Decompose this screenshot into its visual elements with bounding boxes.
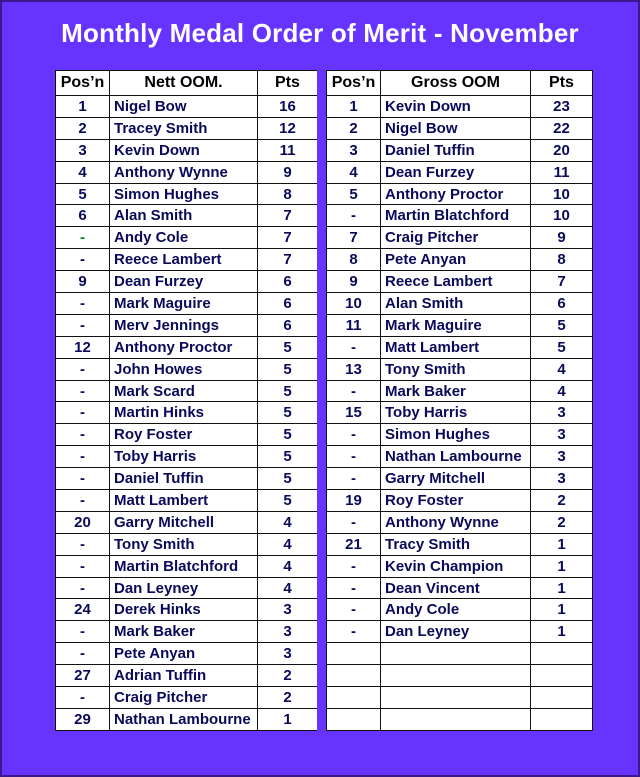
gross-cell-name: Mark Baker [381, 380, 531, 402]
nett-cell-name: Andy Cole [110, 227, 258, 249]
nett-cell-pts: 5 [258, 358, 318, 380]
gross-header-pos: Pos’n [327, 71, 381, 96]
gross-cell-pts: 4 [531, 380, 593, 402]
nett-cell-pts: 5 [258, 424, 318, 446]
nett-table-row [56, 665, 318, 687]
gross-cell-name [381, 708, 531, 730]
gross-cell-pos: 10 [327, 293, 381, 315]
gross-cell-pos: - [327, 621, 381, 643]
gross-cell-name: Mark Maguire [381, 314, 531, 336]
gross-cell-name: Dean Furzey [381, 161, 531, 183]
nett-cell-name: Martin Hinks [110, 402, 258, 424]
nett-cell-name: Tony Smith [110, 533, 258, 555]
nett-table-row [56, 708, 318, 730]
nett-cell-pos: - [56, 687, 110, 709]
gross-cell-pos: - [327, 577, 381, 599]
nett-table-row [56, 314, 318, 336]
gross-cell-name: Matt Lambert [381, 336, 531, 358]
gross-cell-pos: - [327, 446, 381, 468]
gross-table-row [327, 161, 593, 183]
gross-cell-pos: 1 [327, 96, 381, 118]
gross-cell-pos: - [327, 205, 381, 227]
gross-cell-pts: 1 [531, 577, 593, 599]
gross-table-row [327, 533, 593, 555]
gross-table-row [327, 665, 593, 687]
nett-cell-pts: 16 [258, 96, 318, 118]
gross-cell-name: Toby Harris [381, 402, 531, 424]
nett-cell-pts: 3 [258, 599, 318, 621]
nett-cell-pos: 12 [56, 336, 110, 358]
nett-cell-pos: - [56, 424, 110, 446]
nett-table-row [56, 139, 318, 161]
gross-cell-pos: - [327, 380, 381, 402]
gross-header-name: Gross OOM [381, 71, 531, 96]
gross-table-row [327, 336, 593, 358]
nett-cell-name: Reece Lambert [110, 249, 258, 271]
nett-cell-pts: 4 [258, 511, 318, 533]
gross-cell-pos: 4 [327, 161, 381, 183]
nett-cell-pos: - [56, 380, 110, 402]
nett-table-row [56, 511, 318, 533]
nett-oom-table [55, 70, 318, 731]
gross-cell-name: Anthony Wynne [381, 511, 531, 533]
nett-cell-pts: 5 [258, 336, 318, 358]
nett-cell-name: Craig Pitcher [110, 687, 258, 709]
gross-cell-name: Simon Hughes [381, 424, 531, 446]
gross-cell-pos [327, 665, 381, 687]
gross-cell-pts [531, 687, 593, 709]
gross-cell-name [381, 687, 531, 709]
nett-cell-pos: - [56, 446, 110, 468]
gross-cell-pos: - [327, 511, 381, 533]
gross-cell-name: Alan Smith [381, 293, 531, 315]
gross-cell-pos: 2 [327, 117, 381, 139]
gross-cell-pos: 9 [327, 271, 381, 293]
nett-cell-pts: 5 [258, 490, 318, 512]
nett-cell-pts: 4 [258, 533, 318, 555]
nett-table-row [56, 424, 318, 446]
gross-table-row [327, 139, 593, 161]
nett-cell-name: John Howes [110, 358, 258, 380]
gross-cell-pos: 8 [327, 249, 381, 271]
gross-cell-pts: 6 [531, 293, 593, 315]
gross-cell-pts: 23 [531, 96, 593, 118]
gross-cell-name: Kevin Champion [381, 555, 531, 577]
nett-header-pts: Pts [258, 71, 318, 96]
gross-table-row [327, 96, 593, 118]
nett-table-row [56, 336, 318, 358]
gross-table-row [327, 555, 593, 577]
nett-cell-pts: 3 [258, 621, 318, 643]
nett-cell-pts: 7 [258, 205, 318, 227]
nett-cell-pos: - [56, 358, 110, 380]
gross-oom-table [326, 70, 593, 731]
nett-cell-name: Derek Hinks [110, 599, 258, 621]
gross-cell-pos: 19 [327, 490, 381, 512]
gross-cell-pos: - [327, 336, 381, 358]
gross-cell-name: Garry Mitchell [381, 468, 531, 490]
nett-cell-pts: 11 [258, 139, 318, 161]
nett-cell-pos: - [56, 314, 110, 336]
gross-cell-pos [327, 708, 381, 730]
gross-cell-name: Nigel Bow [381, 117, 531, 139]
gross-cell-pos: - [327, 599, 381, 621]
gross-table-row [327, 446, 593, 468]
gross-cell-name: Nathan Lambourne [381, 446, 531, 468]
gross-table-row [327, 183, 593, 205]
gross-cell-pos: 13 [327, 358, 381, 380]
nett-cell-pos: 20 [56, 511, 110, 533]
gross-cell-name: Dan Leyney [381, 621, 531, 643]
gross-cell-pts: 2 [531, 511, 593, 533]
nett-table-row [56, 643, 318, 665]
gross-table-row [327, 599, 593, 621]
nett-cell-name: Roy Foster [110, 424, 258, 446]
nett-cell-pos: - [56, 643, 110, 665]
gross-cell-pts: 10 [531, 205, 593, 227]
gross-cell-name: Roy Foster [381, 490, 531, 512]
gross-table-row [327, 117, 593, 139]
nett-table-row [56, 577, 318, 599]
gross-cell-pos: - [327, 555, 381, 577]
gross-cell-pts: 3 [531, 468, 593, 490]
gross-table-row [327, 249, 593, 271]
nett-cell-pos: - [56, 621, 110, 643]
nett-cell-name: Toby Harris [110, 446, 258, 468]
gross-cell-pts: 1 [531, 621, 593, 643]
nett-cell-pts: 6 [258, 314, 318, 336]
nett-table-row [56, 687, 318, 709]
gross-cell-name: Dean Vincent [381, 577, 531, 599]
nett-table-row [56, 96, 318, 118]
gross-cell-name: Reece Lambert [381, 271, 531, 293]
gross-cell-name [381, 665, 531, 687]
nett-cell-pts: 4 [258, 555, 318, 577]
nett-cell-pts: 4 [258, 577, 318, 599]
nett-cell-name: Alan Smith [110, 205, 258, 227]
gross-cell-name: Anthony Proctor [381, 183, 531, 205]
nett-table-row [56, 490, 318, 512]
nett-cell-pts: 2 [258, 687, 318, 709]
nett-cell-pts: 8 [258, 183, 318, 205]
nett-cell-pos: - [56, 577, 110, 599]
nett-cell-pos: 24 [56, 599, 110, 621]
nett-cell-pts: 5 [258, 402, 318, 424]
nett-table-row [56, 446, 318, 468]
gross-cell-pos [327, 643, 381, 665]
gross-cell-pts: 8 [531, 249, 593, 271]
nett-header-name: Nett OOM. [110, 71, 258, 96]
gross-cell-pts: 3 [531, 402, 593, 424]
gross-cell-pts: 5 [531, 314, 593, 336]
gross-cell-pos: 7 [327, 227, 381, 249]
nett-cell-pts: 12 [258, 117, 318, 139]
nett-cell-name: Adrian Tuffin [110, 665, 258, 687]
nett-cell-pos: 4 [56, 161, 110, 183]
nett-cell-name: Anthony Wynne [110, 161, 258, 183]
nett-cell-pts: 6 [258, 271, 318, 293]
page-title: Monthly Medal Order of Merit - November [61, 18, 579, 48]
gross-cell-pos: 15 [327, 402, 381, 424]
gross-table-row [327, 577, 593, 599]
nett-cell-name: Mark Baker [110, 621, 258, 643]
gross-cell-pos: - [327, 424, 381, 446]
nett-table-row [56, 621, 318, 643]
gross-table-row [327, 490, 593, 512]
nett-cell-pts: 7 [258, 249, 318, 271]
nett-cell-pts: 1 [258, 708, 318, 730]
nett-table-row [56, 271, 318, 293]
table-divider [317, 70, 326, 731]
gross-cell-name: Craig Pitcher [381, 227, 531, 249]
gross-table-row [327, 314, 593, 336]
nett-cell-name: Pete Anyan [110, 643, 258, 665]
gross-cell-pts: 1 [531, 555, 593, 577]
gross-cell-name: Andy Cole [381, 599, 531, 621]
gross-table-row [327, 643, 593, 665]
gross-cell-pos: 21 [327, 533, 381, 555]
nett-table-row [56, 293, 318, 315]
nett-cell-name: Nigel Bow [110, 96, 258, 118]
gross-table-row [327, 358, 593, 380]
gross-table-row [327, 293, 593, 315]
gross-table-row [327, 380, 593, 402]
gross-cell-pts: 7 [531, 271, 593, 293]
nett-table-row [56, 402, 318, 424]
nett-cell-name: Kevin Down [110, 139, 258, 161]
nett-cell-pos: 6 [56, 205, 110, 227]
nett-cell-pos: 9 [56, 271, 110, 293]
gross-cell-pts: 3 [531, 424, 593, 446]
nett-cell-pos: 29 [56, 708, 110, 730]
gross-cell-pos: 3 [327, 139, 381, 161]
nett-cell-name: Matt Lambert [110, 490, 258, 512]
nett-cell-name: Tracey Smith [110, 117, 258, 139]
nett-cell-pts: 5 [258, 380, 318, 402]
nett-cell-name: Garry Mitchell [110, 511, 258, 533]
nett-cell-pts: 2 [258, 665, 318, 687]
gross-cell-pts: 3 [531, 446, 593, 468]
gross-header-pts: Pts [531, 71, 593, 96]
gross-cell-pts: 1 [531, 599, 593, 621]
gross-cell-pts: 5 [531, 336, 593, 358]
gross-cell-name: Kevin Down [381, 96, 531, 118]
gross-table-row [327, 402, 593, 424]
nett-cell-name: Nathan Lambourne [110, 708, 258, 730]
nett-table-row [56, 227, 318, 249]
gross-table-row [327, 227, 593, 249]
gross-table-row [327, 687, 593, 709]
gross-cell-pts: 2 [531, 490, 593, 512]
nett-cell-name: Merv Jennings [110, 314, 258, 336]
nett-cell-pos: - [56, 293, 110, 315]
nett-table-row [56, 183, 318, 205]
nett-cell-pts: 9 [258, 161, 318, 183]
nett-table-row [56, 161, 318, 183]
nett-cell-pos: - [56, 227, 110, 249]
nett-cell-name: Simon Hughes [110, 183, 258, 205]
nett-table-row [56, 380, 318, 402]
gross-table-row [327, 205, 593, 227]
nett-cell-pts: 7 [258, 227, 318, 249]
nett-cell-pos: - [56, 468, 110, 490]
nett-cell-pos: 1 [56, 96, 110, 118]
nett-cell-pos: - [56, 490, 110, 512]
gross-cell-pts [531, 643, 593, 665]
nett-cell-pts: 5 [258, 468, 318, 490]
gross-cell-name: Pete Anyan [381, 249, 531, 271]
gross-cell-pts: 11 [531, 161, 593, 183]
gross-cell-pts: 1 [531, 533, 593, 555]
gross-cell-pts [531, 708, 593, 730]
nett-table-row [56, 358, 318, 380]
gross-cell-pos [327, 687, 381, 709]
nett-cell-name: Martin Blatchford [110, 555, 258, 577]
nett-table-row [56, 205, 318, 227]
nett-cell-name: Dan Leyney [110, 577, 258, 599]
nett-cell-pts: 5 [258, 446, 318, 468]
gross-cell-pts: 4 [531, 358, 593, 380]
nett-cell-pos: 2 [56, 117, 110, 139]
gross-table-row [327, 468, 593, 490]
nett-table-row [56, 117, 318, 139]
gross-cell-name: Daniel Tuffin [381, 139, 531, 161]
gross-cell-name: Tracy Smith [381, 533, 531, 555]
nett-table-row [56, 599, 318, 621]
gross-cell-pts: 20 [531, 139, 593, 161]
nett-cell-name: Mark Scard [110, 380, 258, 402]
gross-table-row [327, 708, 593, 730]
nett-cell-pts: 6 [258, 293, 318, 315]
gross-cell-name: Martin Blatchford [381, 205, 531, 227]
nett-cell-pos: 27 [56, 665, 110, 687]
nett-table-row [56, 249, 318, 271]
nett-cell-name: Dean Furzey [110, 271, 258, 293]
nett-header-pos: Pos’n [56, 71, 110, 96]
gross-cell-pos: - [327, 468, 381, 490]
gross-cell-pts: 9 [531, 227, 593, 249]
nett-cell-pos: - [56, 402, 110, 424]
gross-cell-pos: 5 [327, 183, 381, 205]
nett-cell-pos: - [56, 249, 110, 271]
gross-cell-pts: 10 [531, 183, 593, 205]
nett-cell-pos: 5 [56, 183, 110, 205]
nett-table-row [56, 555, 318, 577]
gross-table-row [327, 271, 593, 293]
gross-table-row [327, 511, 593, 533]
nett-table-row [56, 533, 318, 555]
nett-cell-name: Daniel Tuffin [110, 468, 258, 490]
gross-cell-pts [531, 665, 593, 687]
nett-cell-pts: 3 [258, 643, 318, 665]
gross-table-row [327, 621, 593, 643]
nett-cell-pos: 3 [56, 139, 110, 161]
gross-cell-name [381, 643, 531, 665]
gross-cell-name: Tony Smith [381, 358, 531, 380]
gross-cell-pts: 22 [531, 117, 593, 139]
nett-cell-pos: - [56, 533, 110, 555]
nett-cell-name: Mark Maguire [110, 293, 258, 315]
nett-cell-name: Anthony Proctor [110, 336, 258, 358]
nett-table-row [56, 468, 318, 490]
gross-table-row [327, 424, 593, 446]
gross-cell-pos: 11 [327, 314, 381, 336]
nett-cell-pos: - [56, 555, 110, 577]
